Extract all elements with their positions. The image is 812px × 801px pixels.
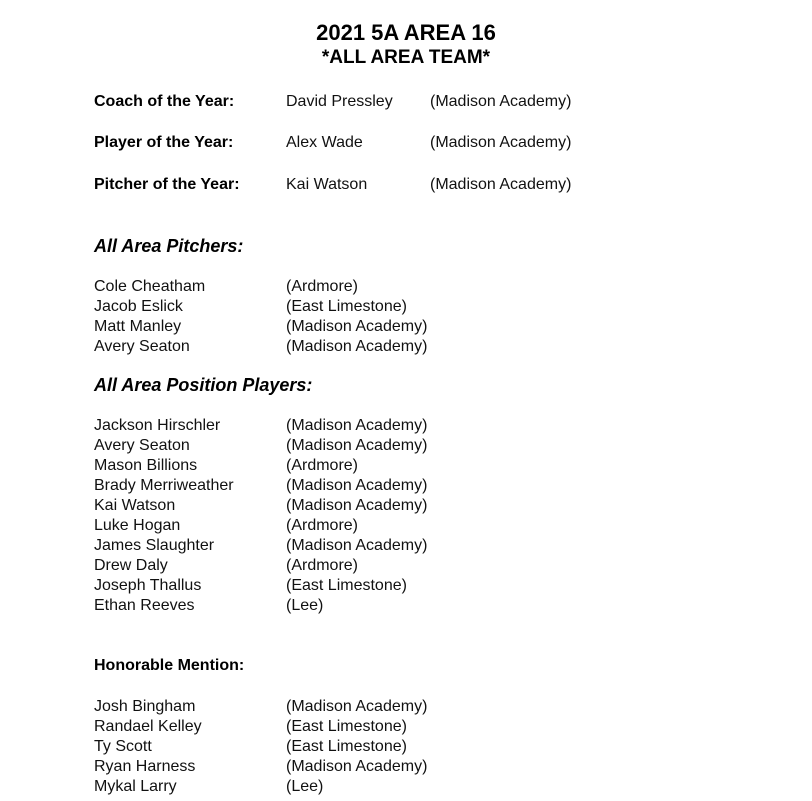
page-subtitle: *ALL AREA TEAM* [321, 47, 491, 68]
player-name: Jackson Hirschler [94, 417, 221, 434]
award-label: Coach of the Year: [94, 93, 235, 110]
player-school: (East Limestone) [286, 577, 407, 594]
award-winner-school: (Madison Academy) [430, 134, 572, 151]
player-name: Jacob Eslick [94, 298, 183, 315]
player-name: Mason Billions [94, 457, 198, 474]
player-name: Cole Cheatham [94, 278, 206, 295]
player-name: Luke Hogan [94, 517, 181, 534]
player-name: Drew Daly [94, 557, 168, 574]
player-name: Randael Kelley [94, 718, 202, 735]
player-name: Avery Seaton [94, 437, 190, 454]
award-winner-school: (Madison Academy) [430, 93, 572, 110]
award-winner-name: Kai Watson [286, 176, 368, 193]
player-school: (Madison Academy) [286, 417, 428, 434]
player-name: Ethan Reeves [94, 597, 195, 614]
player-school: (Ardmore) [286, 557, 359, 574]
award-winner-school: (Madison Academy) [430, 176, 572, 193]
player-school: (Ardmore) [286, 278, 359, 295]
player-school: (Madison Academy) [286, 497, 428, 514]
award-winner-name: David Pressley [286, 93, 393, 110]
player-name: Matt Manley [94, 318, 182, 335]
player-school: (Madison Academy) [286, 537, 428, 554]
player-school: (Madison Academy) [286, 318, 428, 335]
player-name: Avery Seaton [94, 338, 190, 355]
player-school: (Madison Academy) [286, 437, 428, 454]
award-label: Player of the Year: [94, 134, 234, 151]
player-school: (East Limestone) [286, 738, 407, 755]
player-school: (Madison Academy) [286, 698, 428, 715]
player-school: (Ardmore) [286, 457, 359, 474]
pitchers-heading: All Area Pitchers: [94, 236, 244, 256]
player-school: (Lee) [286, 597, 324, 614]
player-name: Mykal Larry [94, 778, 177, 795]
player-school: (East Limestone) [286, 718, 407, 735]
player-school: (Madison Academy) [286, 477, 428, 494]
player-name: Brady Merriweather [94, 477, 234, 494]
award-label: Pitcher of the Year: [94, 176, 240, 193]
player-name: Kai Watson [94, 497, 176, 514]
player-school: (Madison Academy) [286, 758, 428, 775]
player-school: (Lee) [286, 778, 324, 795]
player-school: (Ardmore) [286, 517, 359, 534]
honorable-mention-heading: Honorable Mention: [94, 657, 245, 674]
player-school: (East Limestone) [286, 298, 407, 315]
award-winner-name: Alex Wade [286, 134, 363, 151]
player-name: Ryan Harness [94, 758, 196, 775]
player-name: James Slaughter [94, 537, 215, 554]
player-name: Josh Bingham [94, 698, 196, 715]
page-title: 2021 5A AREA 16 [316, 20, 496, 45]
player-name: Ty Scott [94, 738, 152, 755]
player-name: Joseph Thallus [94, 577, 202, 594]
player-school: (Madison Academy) [286, 338, 428, 355]
position-players-heading: All Area Position Players: [94, 375, 313, 395]
